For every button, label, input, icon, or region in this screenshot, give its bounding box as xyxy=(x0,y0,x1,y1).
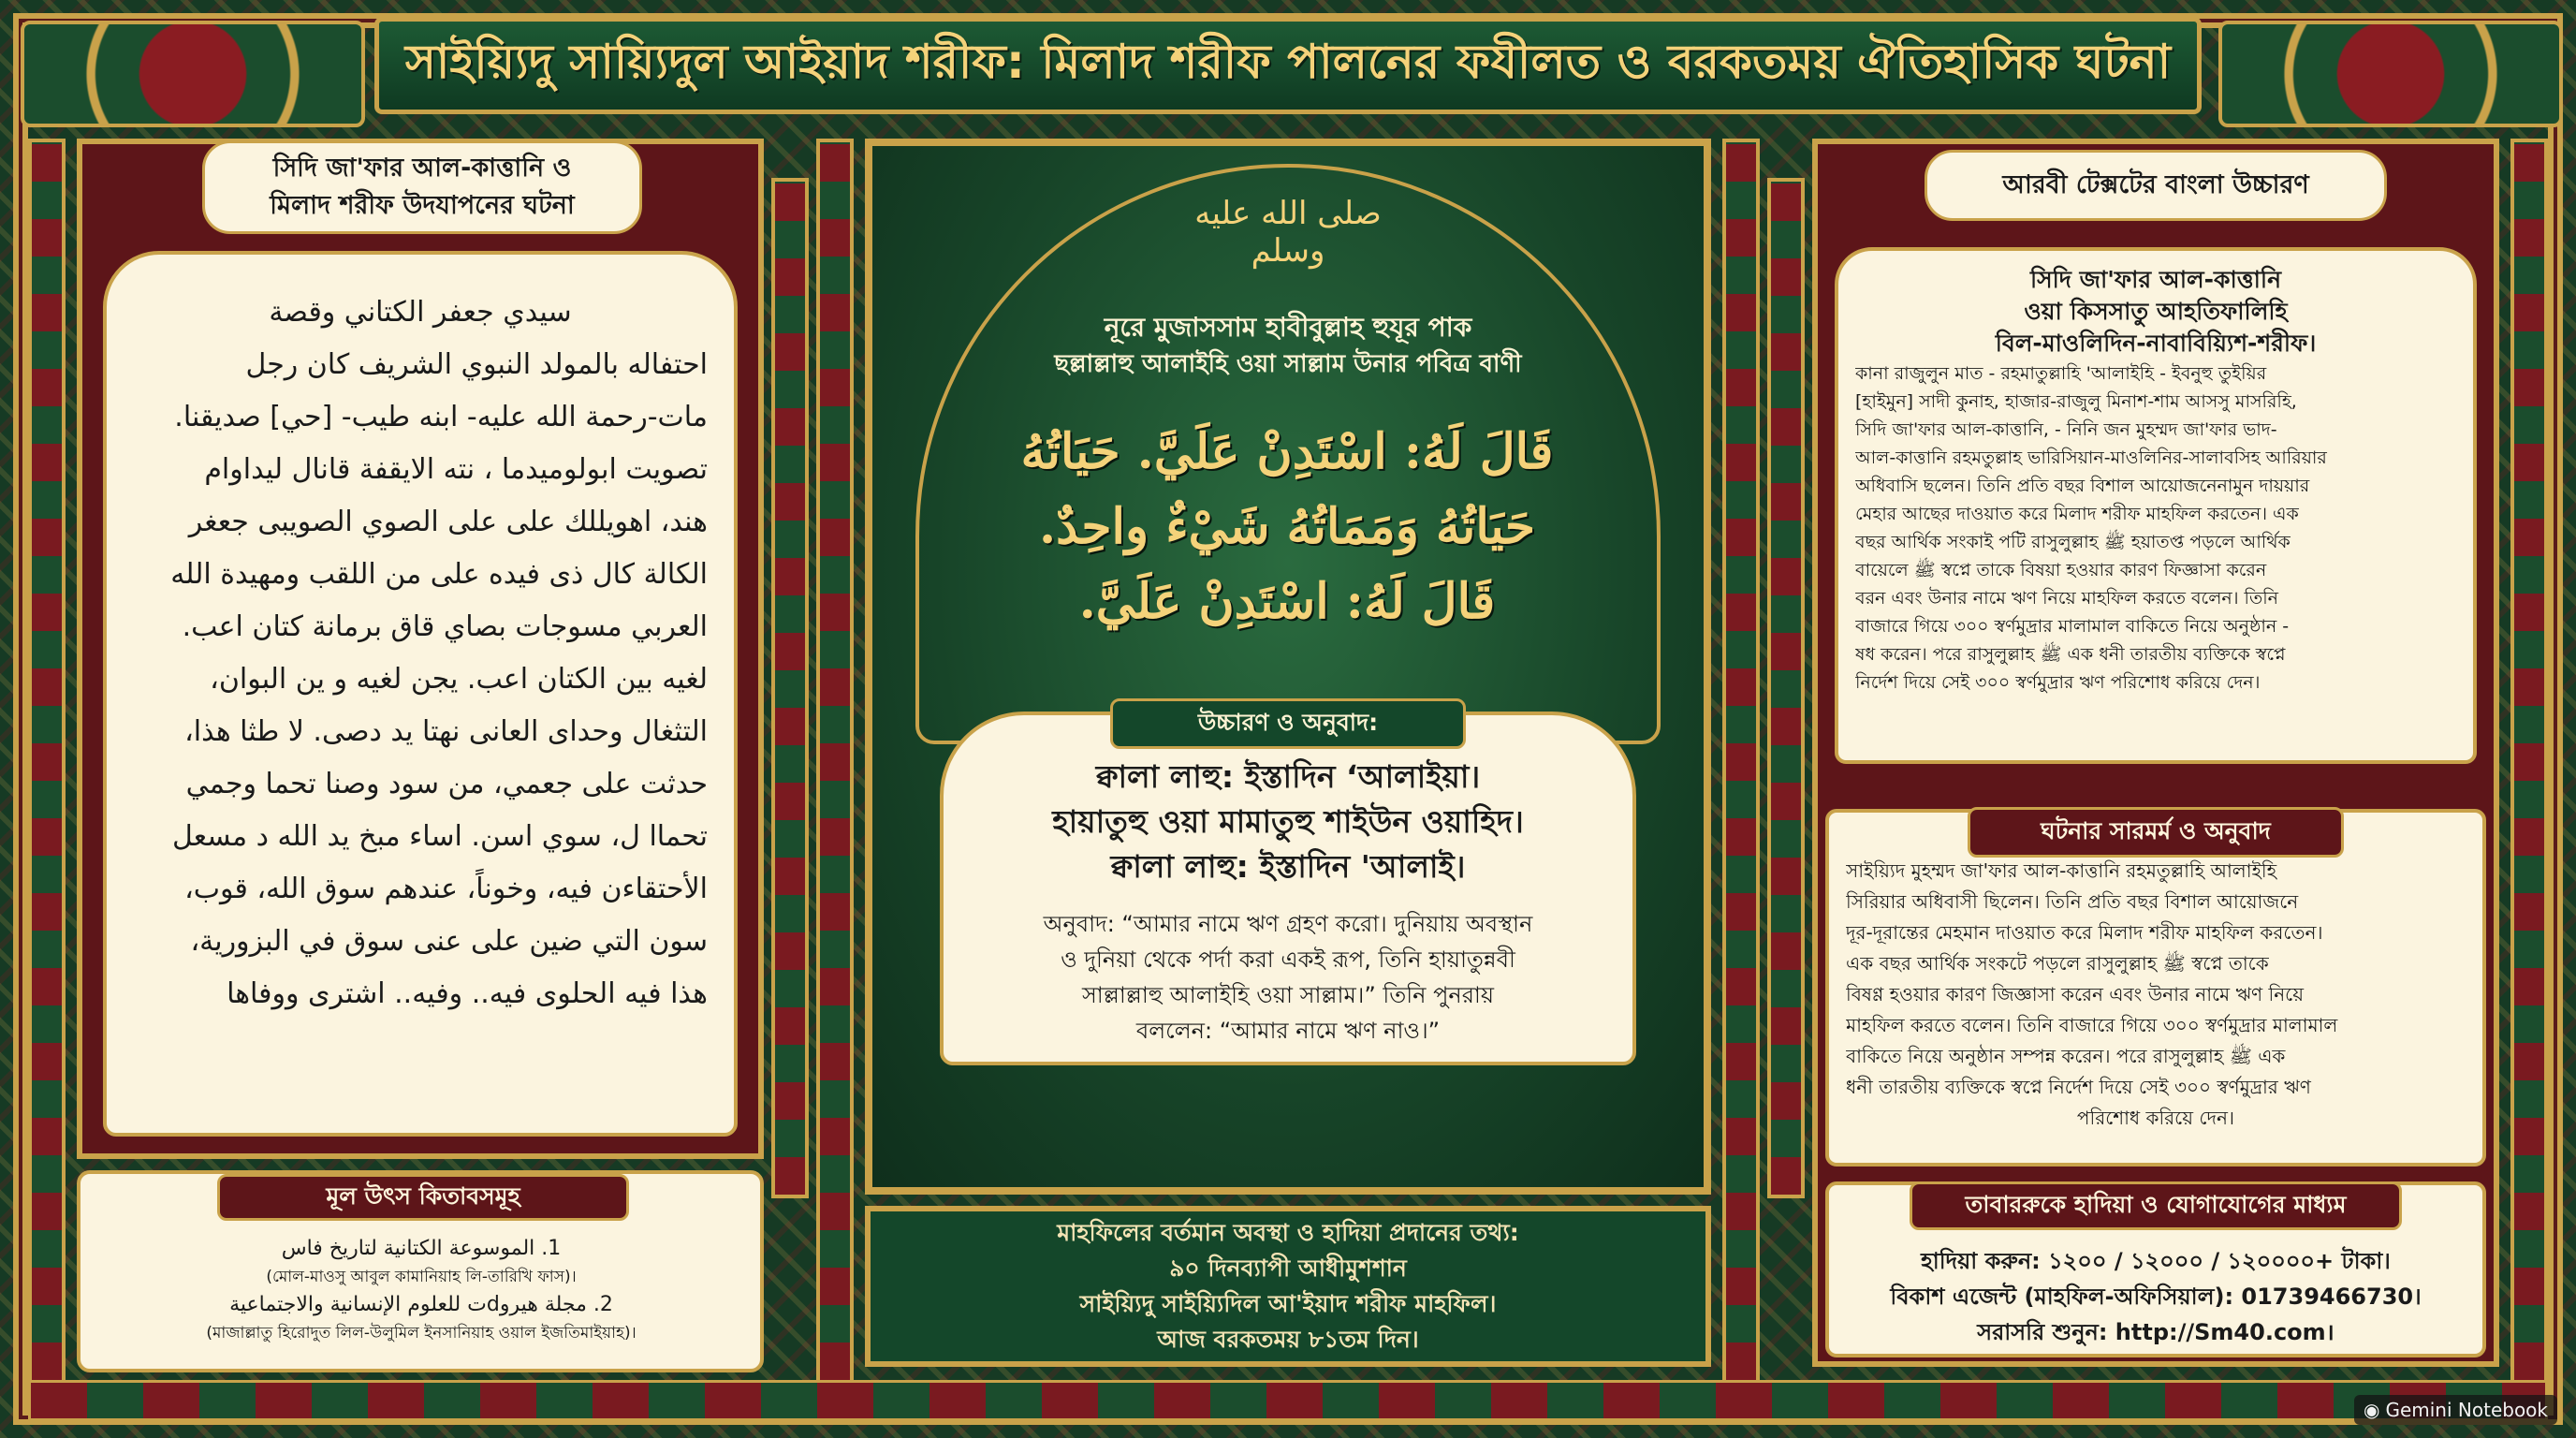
arabic-quote-line-1: قَالَ لَهُ: اسْتَدِنْ عَلَيَّ. حَيَاتُهُ xyxy=(1020,423,1554,480)
calligraphy-salawat: صلى الله عليه وسلم xyxy=(1194,195,1382,270)
left-decorative-strip xyxy=(28,139,66,1384)
arabic-story-text: سيدي جعفر الكتاني وقصة احتفاله بالمولد النبوي الشريف كان رجل مات-رحمة الله عليه- ابنه طيب- [حي] صديقنا. تصويت ابولوميدما ، نته الايقفة قانال ليداوام هند، اهويللك على على الصوي الصويبى جعغر الكالة كال ذى فيده على من اللقب ومهيدة الله العربي مسوجات بصاي قاق برمانة كتان اعب. لغيه بين الكتان اعب. يجن لغيه و ين البوان، التثغال وحداى العانى نهتا يد دصى. لا طثا هذا، حدثت على جعمي، من سود وصنا تحما وجمي تحماا ل، سوي اسن. اساء مبخ يد الله د مسعل الأحتقاءن فيه، وخوناً، عندهم سوق الله، قوب، سون التي ضين على عنى سوق في البزورية، هذا فيه الحلوى فيه.. وفيه.. اشترى ووفاها xyxy=(170,296,708,1010)
left-panel-heading: সিদি জা'ফার আল-কাত্তানি ও মিলাদ শরীফ উদযাপনের ঘটনা xyxy=(202,140,642,234)
arabic-quote-line-2: حَيَاتُهُ وَمَمَاتُهُ شَيْءٌ واحِدٌ. xyxy=(1038,498,1536,555)
pronunciation-story-body: কানা রাজুলুন মাত - রহমাতুল্লাহি 'আলাইহি - ইবনুহু তুইয়ির [হাইমুন] সাদী কুনাহ, হাজার-রাজুলু মিনাশ-শাম আসসু মাসরিহি, সিদি জা'ফার আল-কাত্তানি, - নিনি জন মুহম্মদ জা'ফার ভাদ- আল-কাত্তানি রহমতুল্লাহ ভারিসিয়ান-মাওলিনির-সালাবসিহ আরিয়ার অধিবাসি ছলেন। তিনি প্রতি বছর বিশাল আয়োজনেনামুন দায়য়ার মেহার আছের দাওয়াত করে মিলাদ শরীফ মাহফিল করতেন। এক বছর আর্থিক সংকাই পটি রাসুলুল্লাহ ﷺ হয়াতপ্ত পড়লে আর্থিক বায়েলে ﷺ স্বপ্নে তাকে বিষয়া হওয়ার কারণ ফিজ্ঞাসা করেন বরন এবং উনার নামে ঋণ নিয়ে মাহফিল করতে বলেন। তিনি বাজারে গিয়ে ৩০০ স্বর্ণমুদ্রার মালামাল বাকিতে নিয়ে অনুষ্ঠান - ষধ করেন। পরে রাসুলুল্লাহ ﷺ এক ধনী তারতীয় ব্যক্তিকে স্বপ্নে নির্দেশ দিয়ে সেই ৩০০ স্বর্ণমুদ্রার ঋণ পরিশোধ করিয়ে দেন। xyxy=(1855,363,2327,693)
pronunciation-story-title: সিদি জা'ফার আল-কাত্তানি ওয়া কিসসাতু আহতিফালিহি বিল-মাওলিদিন-নাবাবিয়্যিশ-শরীফ। xyxy=(1995,266,2317,357)
contact-heading: তাবাররুকে হাদিয়া ও যোগাযোগের মাধ্যম xyxy=(1910,1181,2402,1230)
right-panel-heading: আরবী টেক্সটের বাংলা উচ্চারণ xyxy=(1925,150,2387,221)
sources-heading: মূল উৎস কিতাবসমূহ xyxy=(217,1174,629,1221)
contact-box: হাদিয়া করুন: ১২০০ / ১২০০০ / ১২০০০০+ টাকা। বিকাশ এজেন্ট (মাহফিল-অফিসিয়াল): 01739466730। সরাসরি শুনুন: http://Sm40.com। xyxy=(1825,1181,2486,1357)
right-inner-strip xyxy=(1767,178,1805,1198)
translation-text: অনুবাদ: “আমার নামে ঋণ গ্রহণ করো। দুনিয়ায় অবস্থান ও দুনিয়া থেকে পর্দা করা একই রূপ, তিনি হায়াতুন্নবী সাল্লাল্লাহু আলাইহি ওয়া সাল্লাম।” তিনি পুনরায় বললেন: “আমার নামে ঋণ নাও।” xyxy=(1043,911,1533,1044)
pronunciation-text: ক্বালা লাহু: ইস্তাদিন ‘আলাইয়া। হায়াতুহু ওয়া মামাতুহু শাইউন ওয়াহিদ। ক্বালা লাহু: ইস্তাদিন 'আলাই। xyxy=(1052,758,1524,885)
notebook-icon: ◉ xyxy=(2364,1399,2380,1421)
sources-list: 1. الموسوعة الكتانية لتاريخ فاس (মোল-মাওসু আবুল কামানিয়াহ লি-তারিখি ফাস)। 2. مجلة هيروdت للعلوم الإنسانية والاجتماعية (মাজাল্লাতু হিরোদুত লিল-উলুমিল ইনসানিয়াহ ওয়াল ইজতিমাইয়াহ)। xyxy=(206,1237,637,1343)
corner-ornament-top-right xyxy=(2218,21,2563,127)
center-intro: নূরে মুজাসসাম হাবীবুল্লাহ হুযূর পাক ছল্লাল্লাহু আলাইহি ওয়া সাল্লাম উনার পবিত্র বাণী xyxy=(1054,312,1522,378)
center-right-strip xyxy=(1722,139,1760,1384)
summary-box xyxy=(1825,809,2486,1167)
pronunciation-heading: উচ্চারণ ও অনুবাদ: xyxy=(1110,698,1466,749)
watermark: ◉ Gemini Notebook xyxy=(2354,1395,2557,1425)
arabic-quote-line-3: قَالَ لَهُ: اسْتَدِنْ عَلَيَّ. xyxy=(1078,573,1496,630)
left-inner-strip xyxy=(771,178,809,1198)
summary-heading: ঘটনার সারমর্ম ও অনুবাদ xyxy=(1968,807,2344,858)
bottom-border-band xyxy=(28,1380,2548,1421)
mahfil-status-box: মাহফিলের বর্তমান অবস্থা ও হাদিয়া প্রদানের তথ্য: ৯০ দিনব্যাপী আধীমুশশান সাইয়্যিদু সাইয়্যিদিল আ'ইয়াদ শরীফ মাহফিল। আজ বরকতময় ৮১তম দিন। xyxy=(865,1206,1711,1367)
summary-body: সাইয়্যিদ মুহম্মদ জা'ফার আল-কাত্তানি রহমতুল্লাহি আলাইহি সিরিয়ার অধিবাসী ছিলেন। তিনি প্রতি বছর বিশাল আয়োজনে দূর-দূরান্তের মেহমান দাওয়াত করে মিলাদ শরীফ মাহফিল করতেন। এক বছর আর্থিক সংকটে পড়লে রাসুলুল্লাহ ﷺ স্বপ্নে তাকে বিষণ্ণ হওয়ার কারণ জিজ্ঞাসা করেন এবং উনার নামে ঋণ নিয়ে মাহফিল করতে বলেন। তিনি বাজারে গিয়ে ৩০০ স্বর্ণমুদ্রার মালামাল বাকিতে নিয়ে অনুষ্ঠান সম্পন্ন করেন। পরে রাসুলুল্লাহ ﷺ এক ধনী তারতীয় ব্যক্তিকে স্বপ্নে নির্দেশ দিয়ে সেই ৩০০ স্বর্ণমুদ্রার ঋণ পরিশোধ করিয়ে দেন। xyxy=(1846,859,2338,1129)
pronunciation-story-box xyxy=(1835,247,2477,764)
right-decorative-strip xyxy=(2510,139,2548,1384)
center-left-strip xyxy=(816,139,854,1384)
left-arabic-text-box xyxy=(103,251,738,1137)
title-banner xyxy=(374,17,2202,114)
page-title: সাইয়্যিদু সায়্যিদুল আইয়াদ শরীফ: মিলাদ শরীফ পালনের ফযীলত ও বরকতময় ঐতিহাসিক ঘটনা xyxy=(404,34,2172,89)
corner-ornament-top-left xyxy=(21,21,365,127)
